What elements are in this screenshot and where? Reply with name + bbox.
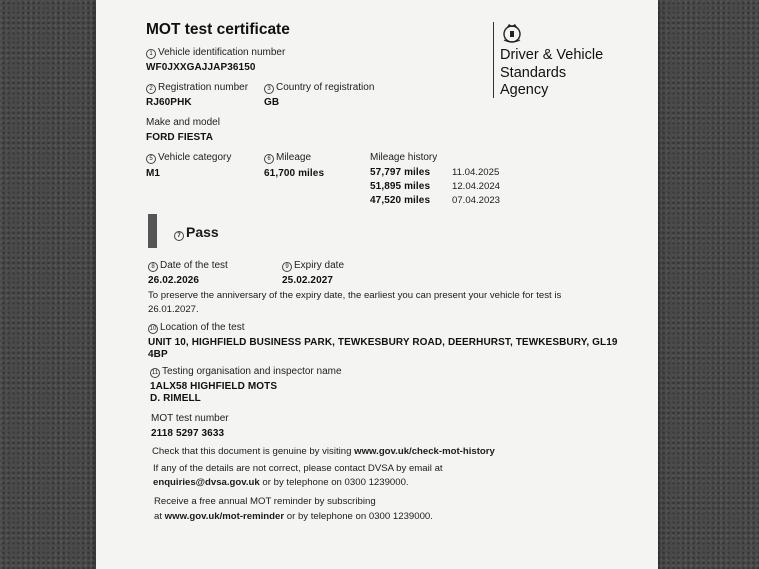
info-circle-icon: 2 <box>146 84 156 94</box>
result-marker-bar <box>148 214 157 248</box>
anniversary-note-line-2: 26.01.2027. <box>148 304 199 315</box>
reminder-line-2: at www.gov.uk/mot-reminder or by telephone on 0300 1239000. <box>154 511 433 522</box>
country-label: 3 Country of registration <box>264 82 374 94</box>
anniversary-note-line-1: To preserve the anniversary of the expiry date, the earliest you can present your vehicle for test is <box>148 290 562 301</box>
agency-line-3: Agency <box>500 82 549 98</box>
inspector-name: D. RIMELL <box>150 393 201 404</box>
test-number-label: MOT test number <box>151 413 229 424</box>
location-line-2: 4BP <box>148 349 168 360</box>
history-date-2: 07.04.2023 <box>452 195 501 206</box>
mot-certificate-sheet <box>96 0 658 569</box>
test-date-label: 8 Date of the test <box>148 260 228 272</box>
testing-org-label: 11 Testing organisation and inspector name <box>151 366 342 377</box>
mileage-value: 61,700 miles <box>264 168 325 179</box>
check-mot-history-link[interactable]: www.gov.uk/check-mot-history <box>354 446 495 457</box>
country-value: GB <box>264 97 280 108</box>
expiry-date-label: 9 Expiry date <box>282 260 344 272</box>
reminder-line-1: Receive a free annual MOT reminder by subscribing <box>154 496 376 507</box>
info-circle-icon: 3 <box>264 84 274 94</box>
result-status: 7 Pass <box>174 224 219 241</box>
mileage-label: 6 Mileage <box>264 152 311 164</box>
registration-label: 2 Registration number <box>146 82 248 94</box>
info-circle-icon: 1 <box>146 49 156 59</box>
vin-value: WF0JXXGAJJAP36150 <box>146 62 256 73</box>
test-number-value: 2118 5297 3633 <box>151 428 225 439</box>
info-circle-icon: 5 <box>146 154 156 164</box>
info-circle-icon: 10 <box>149 326 157 332</box>
contact-line-1: If any of the details are not correct, please contact DVSA by email at <box>153 463 443 474</box>
mileage-history-label: Mileage history <box>370 152 438 163</box>
category-value: M1 <box>146 168 161 179</box>
check-genuine-line: Check that this document is genuine by visiting www.gov.uk/check-mot-history <box>152 446 495 457</box>
test-date-value: 26.02.2026 <box>148 275 200 286</box>
info-circle-icon: 7 <box>174 231 184 241</box>
agency-name <box>500 47 603 100</box>
category-label: 5 Vehicle category <box>146 152 231 164</box>
make-model-label: Make and model <box>146 117 220 128</box>
agency-line-2: Standards <box>500 64 567 81</box>
history-date-1: 12.04.2024 <box>452 181 501 192</box>
logo-divider <box>493 22 494 98</box>
history-date-0: 11.04.2025 <box>452 167 500 178</box>
location-line-1: UNIT 10, HIGHFIELD BUSINESS PARK, TEWKESBURY ROAD, DEERHURST, TEWKESBURY, GL19 <box>148 337 618 348</box>
info-circle-icon: 11 <box>151 370 159 376</box>
history-miles-0: 57,797 miles <box>370 167 431 178</box>
contact-line-2: enquiries@dvsa.gov.uk or by telephone on 0300 1239000. <box>153 477 409 488</box>
testing-org-line-1: 1ALX58 HIGHFIELD MOTS <box>150 381 278 392</box>
info-circle-icon: 8 <box>148 262 158 272</box>
vin-label: 1 Vehicle identification number <box>146 47 285 59</box>
mot-reminder-link[interactable]: www.gov.uk/mot-reminder <box>164 511 285 522</box>
info-circle-icon: 9 <box>282 262 292 272</box>
history-miles-1: 51,895 miles <box>370 181 431 192</box>
expiry-date-value: 25.02.2027 <box>282 275 334 286</box>
agency-line-1: Driver & Vehicle <box>500 47 604 63</box>
royal-crest-icon <box>500 21 524 45</box>
registration-value: RJ60PHK <box>146 97 192 108</box>
dvsa-email-link[interactable]: enquiries@dvsa.gov.uk <box>153 477 260 488</box>
history-miles-2: 47,520 miles <box>370 195 431 206</box>
info-circle-icon: 6 <box>264 154 274 164</box>
make-model-value: FORD FIESTA <box>146 132 214 143</box>
location-label: 10 Location of the test <box>149 322 245 333</box>
certificate-title: MOT test certificate <box>146 21 290 38</box>
